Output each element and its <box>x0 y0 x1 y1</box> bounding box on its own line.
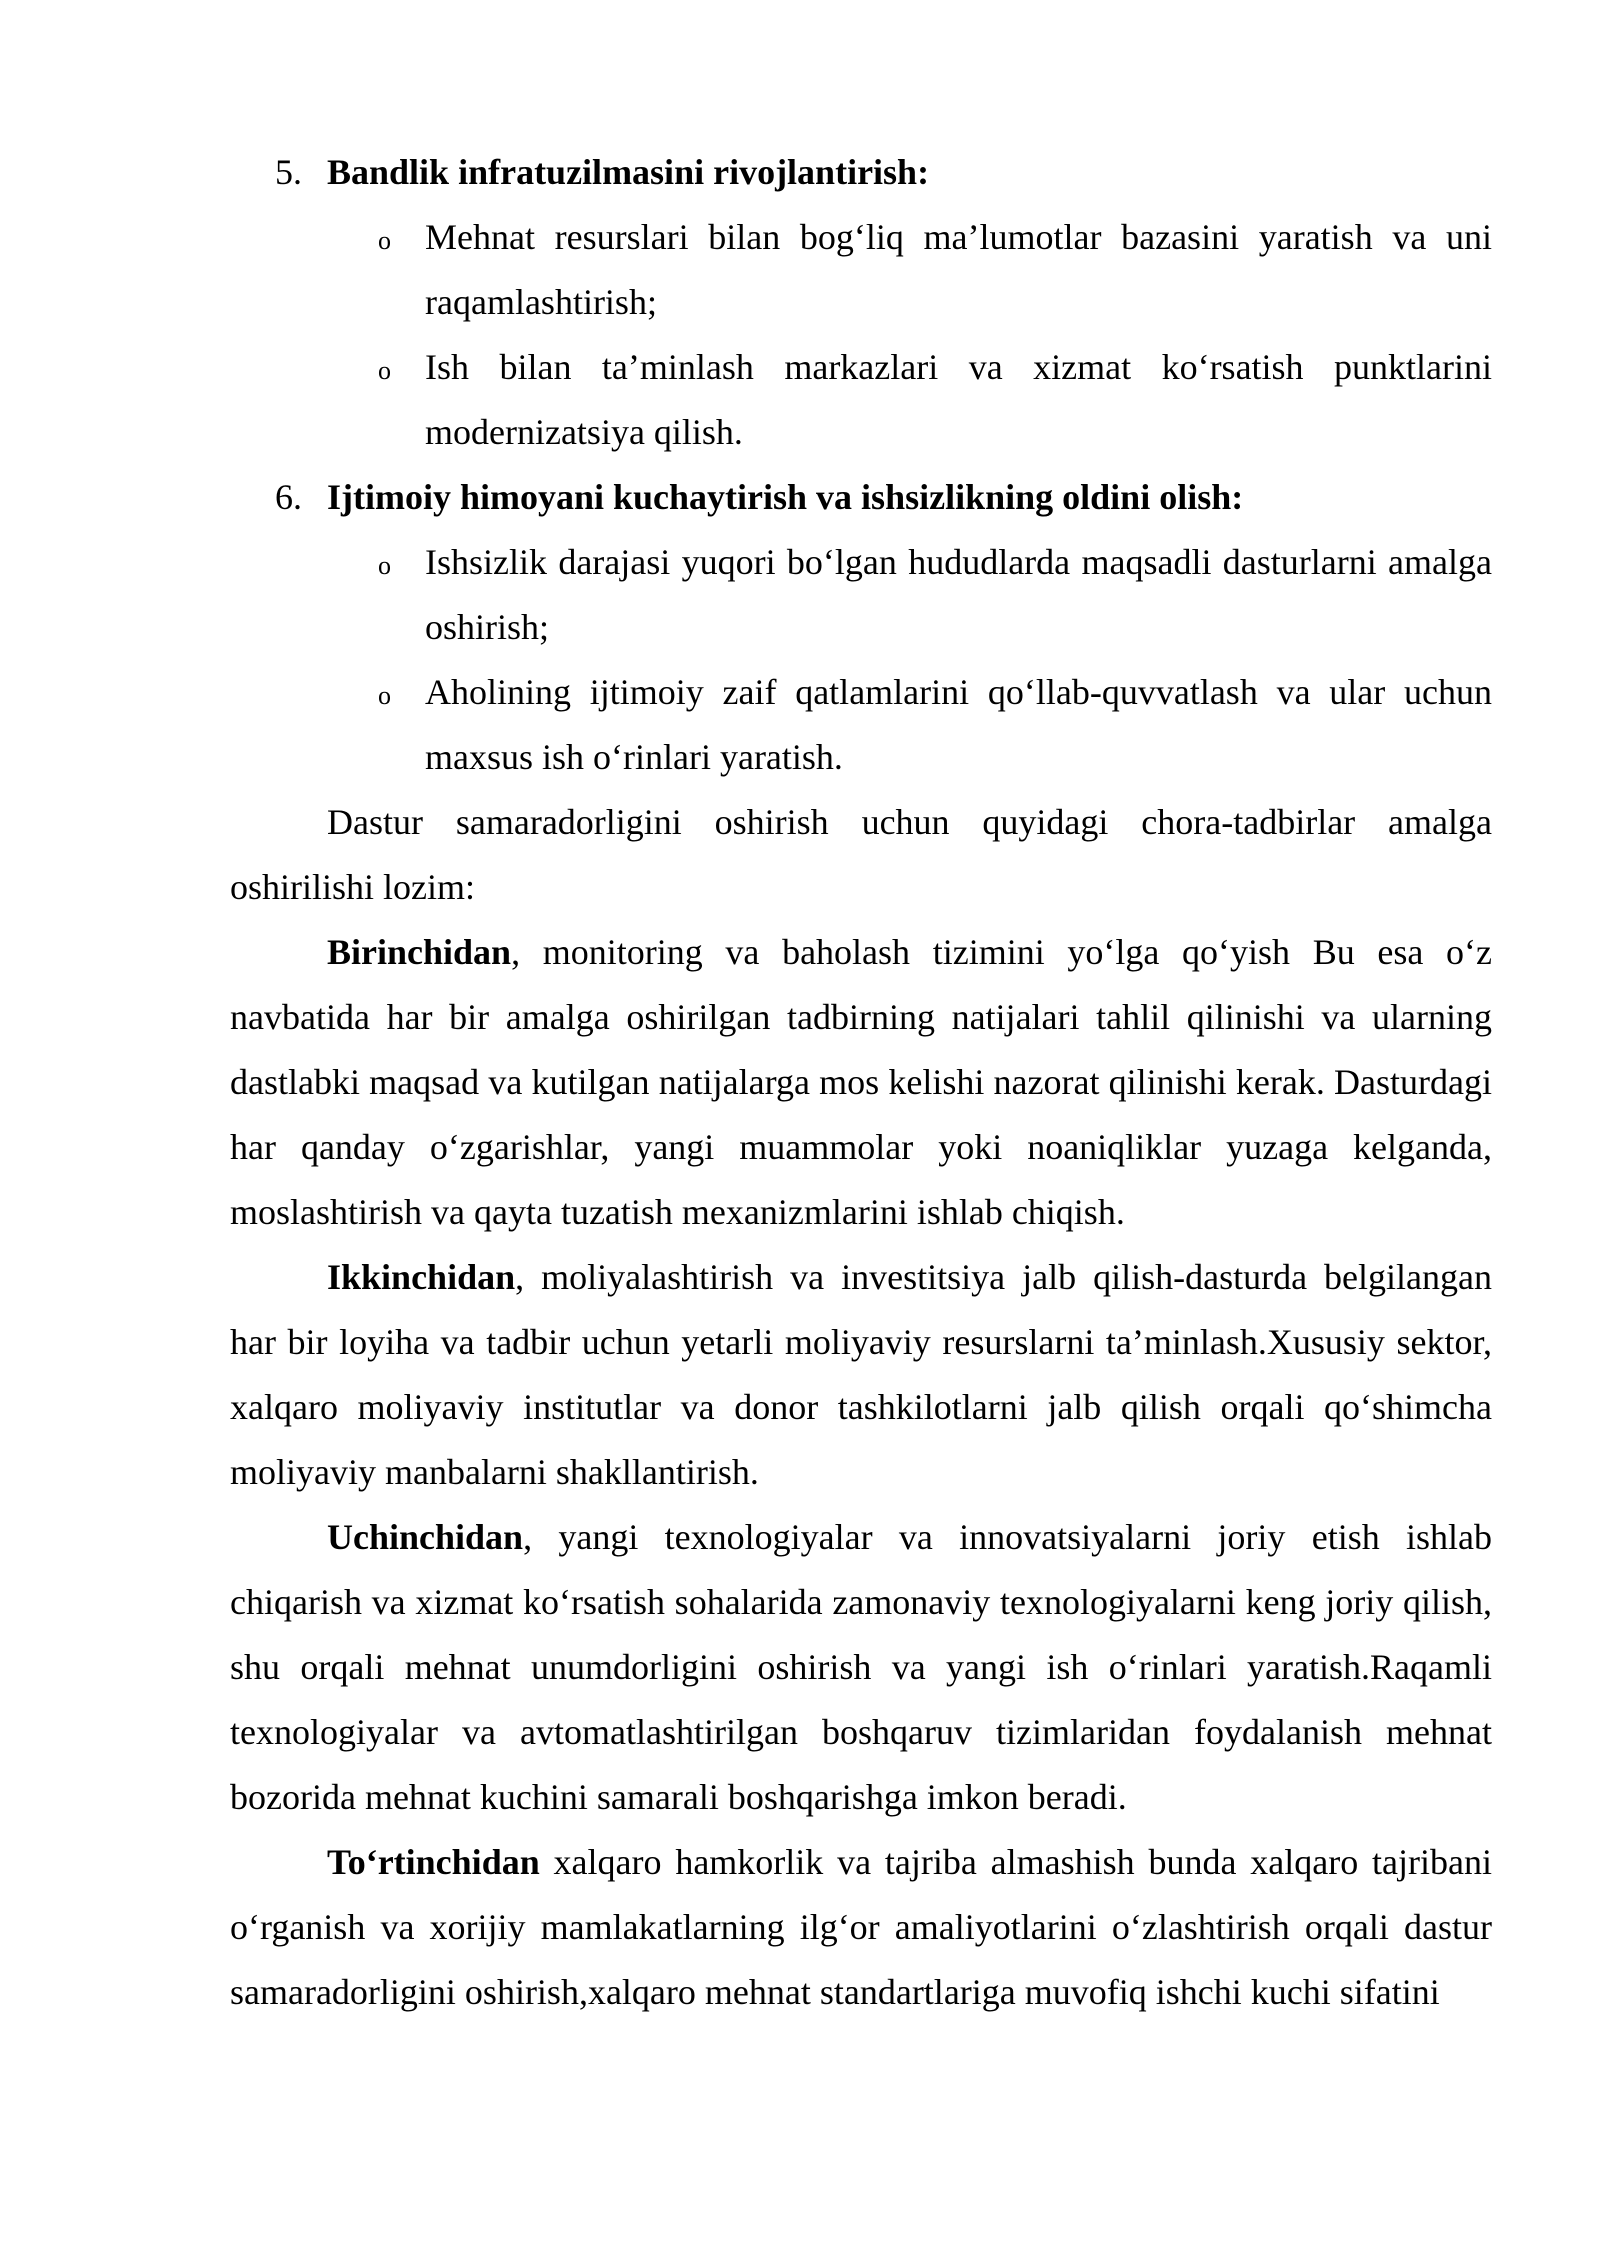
paragraph-second <box>230 1245 1492 1505</box>
list-number: 5. <box>275 152 302 192</box>
intro-paragraph: Dastur samaradorligini oshirish uchun quyidagi chora-tadbirlar amalga oshirilishi lozim: <box>230 802 1492 907</box>
paragraph-first <box>230 920 1492 1245</box>
paragraph-body: , monitoring va baholash tizimini yo‘lga qo‘yish Bu esa o‘z navbatida har bir amalga oshirilgan tadbirning natijalari tahlil qilinishi va ularning dastlabki maqsad va kutilgan natijalarga mos kelishi nazorat qilinishi kerak. Dasturdagi har qanday o‘zgarishlar, yangi muammolar yoki noaniqliklar yuzaga kelganda, moslashtirish va qayta tuzatish mexanizmlarini ishlab chiqish. <box>230 932 1492 1232</box>
list-item <box>375 660 1492 790</box>
bullet-text: Aholining ijtimoiy zaif qatlamlarini qo‘llab-quvvatlash va ular uchun maxsus ish o‘rinlari yaratish. <box>425 672 1492 777</box>
paragraph-body: , yangi texnologiyalar va innovatsiyalarni joriy etish ishlab chiqarish va xizmat ko‘rsatish sohalarida zamonaviy texnologiyalarni keng joriy qilish, shu orqali mehnat unumdorligini oshirish va yangi ish o‘rinlari yaratish.Raqamli texnologiyalar va avtomatlashtirilgan boshqaruv tizimlaridan foydalanish mehnat bozorida mehnat kuchini samarali boshqarishga imkon beradi. <box>230 1517 1492 1817</box>
bullet-marker: o <box>378 551 391 580</box>
list-number: 6. <box>275 477 302 517</box>
list-item <box>375 530 1492 660</box>
paragraph-fourth <box>230 1830 1492 2025</box>
paragraph-third <box>230 1505 1492 1830</box>
section-heading: Bandlik infratuzilmasini rivojlantirish: <box>327 152 930 192</box>
bullet-text: Ishsizlik darajasi yuqori bo‘lgan hududlarda maqsadli dasturlarni amalga oshirish; <box>425 542 1492 647</box>
paragraph-lead: Birinchidan <box>327 932 512 972</box>
bullet-marker: o <box>378 226 391 255</box>
numbered-heading-6 <box>275 465 1492 530</box>
list-item <box>375 205 1492 335</box>
section-heading: Ijtimoiy himoyani kuchaytirish va ishsizlikning oldini olish: <box>327 477 1244 517</box>
paragraph-body: , moliyalashtirish va investitsiya jalb qilish-dasturda belgilangan har bir loyiha va tadbir uchun yetarli moliyaviy resurslarni ta’minlash.Xususiy sektor, xalqaro moliyaviy institutlar va donor tashkilotlarni jalb qilish orqali qo‘shimcha moliyaviy manbalarni shakllantirish. <box>230 1257 1492 1492</box>
list-item <box>375 335 1492 465</box>
document-page <box>230 140 1492 2025</box>
bullet-marker: o <box>378 681 391 710</box>
bullet-marker: o <box>378 356 391 385</box>
paragraph-lead: Uchinchidan <box>327 1517 524 1557</box>
paragraph-body: xalqaro hamkorlik va tajriba almashish bunda xalqaro tajribani o‘rganish va xorijiy mamlakatlarning ilg‘or amaliyotlarini o‘zlashtirish orqali dastur samaradorligini oshirish,xalqaro mehnat standartlariga muvofiq ishchi kuchi sifatini <box>230 1842 1492 2012</box>
paragraph-lead: To‘rtinchidan <box>327 1842 540 1882</box>
bullet-text: Ish bilan ta’minlash markazlari va xizmat ko‘rsatish punktlarini modernizatsiya qilish. <box>425 347 1492 452</box>
bullet-text: Mehnat resurslari bilan bog‘liq ma’lumotlar bazasini yaratish va uni raqamlashtirish; <box>425 217 1492 322</box>
numbered-heading-5 <box>275 140 1492 205</box>
paragraph-lead: Ikkinchidan <box>327 1257 516 1297</box>
